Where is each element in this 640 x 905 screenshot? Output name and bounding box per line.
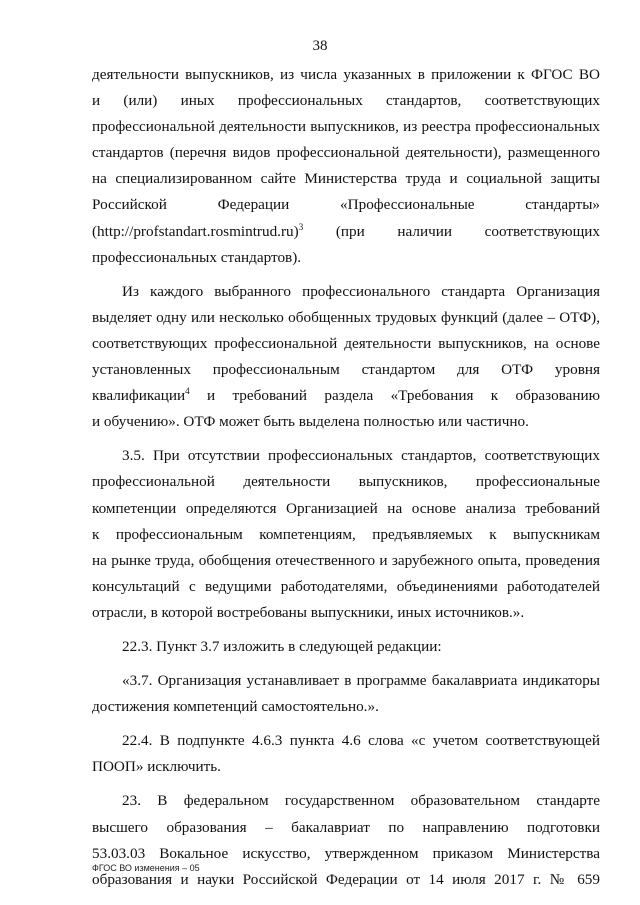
footnote-marker: 4 [185,386,190,397]
document-body [92,62,600,893]
footnote-marker: 3 [298,221,304,232]
text-line: 3.5. При отсутствии профессиональных стандартов, соответствующих [122,447,600,465]
text-line: профессиональной деятельности выпускников, профессиональные [92,473,600,491]
text-line: и обучению». ОТФ может быть выделена полностью или частично. [92,413,529,431]
paragraph-otf-selection [92,279,600,436]
text-line-with-footnote [92,219,600,245]
text-line: ПООП» исключить. [92,758,221,776]
page-footer: ФГОС ВО изменения – 05 [92,863,200,873]
text-line: 22.4. В подпункте 4.6.3 пункта 4.6 слова «с учетом соответствующей [122,732,600,750]
text-line: Из каждого выбранного профессионального стандарта Организация [122,282,600,300]
text-line: 22.3. Пункт 3.7 изложить в следующей редакции: [122,637,442,655]
paragraph-profstandards-list [92,62,600,271]
text-fragment: квалификации [92,387,186,405]
text-line: на специализированном сайте Министерства труда и социальной защиты [92,170,600,188]
text-line: достижения компетенций самостоятельно.». [92,698,379,716]
text-line: компетенции определяются Организацией на основе анализа требований [92,499,600,517]
paragraph-clause-22-3 [92,634,600,660]
text-line: отрасли, в которой востребованы выпускники, иных источников.». [92,603,525,621]
text-line: на рынке труда, обобщения отечественного и зарубежного опыта, проведения [92,551,600,569]
paragraph-clause-22-4 [92,728,600,780]
text-line: и (или) иных профессиональных стандартов, соответствующих [92,92,600,110]
text-line-with-footnote [92,383,600,409]
text-line: к профессиональным компетенциям, предъявляемых к выпускникам [92,525,600,543]
paragraph-clause-3-7 [92,668,600,720]
text-line: Российской Федерации «Профессиональные стандарты» [92,196,600,214]
text-line: стандартов (перечня видов профессиональной деятельности), размещенного [92,144,600,162]
text-line: деятельности выпускников, из числа указанных в приложении к ФГОС ВО [92,66,600,83]
text-fragment: (при наличии соответствующих [303,222,600,240]
text-line: «3.7. Организация устанавливает в программе бакалавриата индикаторы [122,672,600,690]
text-fragment: и требований раздела «Требования к образованию [189,387,600,405]
paragraph-clause-23 [92,788,600,892]
text-line: консультаций с ведущими работодателями, объединениями работодателей [92,577,600,595]
paragraph-clause-3-5 [92,443,600,626]
text-line: образования и науки Российской Федерации от 14 июля 2017 г. № 659 [92,870,600,888]
text-line: установленных профессиональным стандартом для ОТФ уровня [92,361,600,379]
url-text: (http://profstandart.rosmintrud.ru) [92,222,299,240]
text-line: выделяет одну или несколько обобщенных трудовых функций (далее – ОТФ), [92,308,600,326]
text-line: профессиональных стандартов). [92,248,302,266]
text-line: высшего образования – бакалавриат по направлению подготовки [92,818,600,836]
text-line: 53.03.03 Вокальное искусство, утвержденном приказом Министерства [92,844,600,862]
text-line: соответствующих профессиональной деятельности выпускников, на основе [92,334,600,352]
page-number: 38 [312,38,328,54]
text-line: профессиональной деятельности выпускников, из реестра профессиональных [92,118,600,136]
text-line: 23. В федеральном государственном образовательном стандарте [122,792,600,810]
